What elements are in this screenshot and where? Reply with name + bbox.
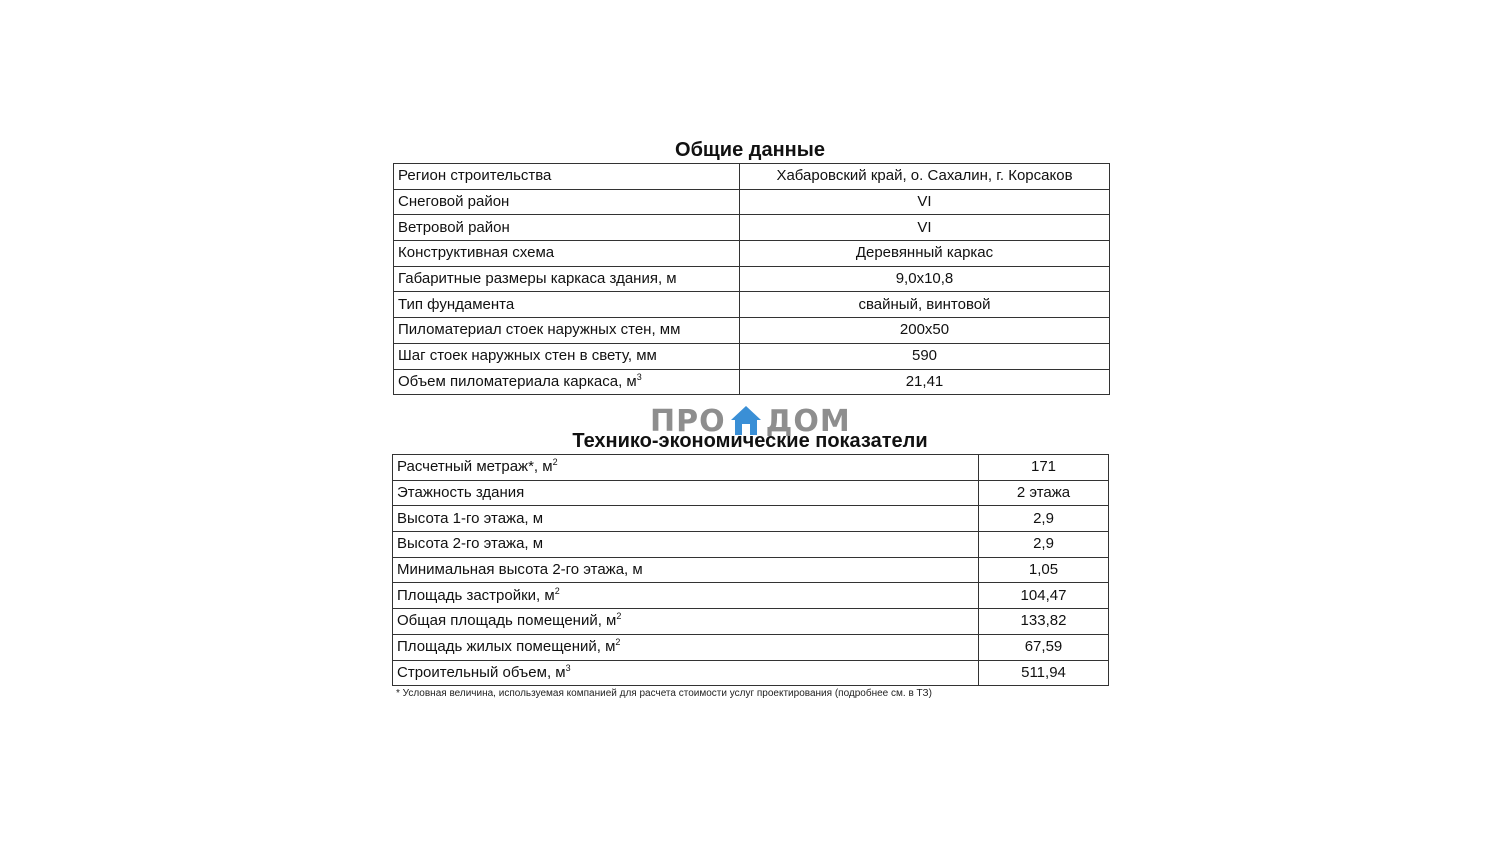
row-label: Габаритные размеры каркаса здания, м (394, 266, 740, 292)
general-data-title: Общие данные (675, 139, 825, 161)
row-label: Пиломатериал стоек наружных стен, мм (394, 318, 740, 344)
table-row (394, 292, 1110, 318)
table-row (393, 583, 1109, 609)
logo-text-right: ДОМ (765, 403, 851, 439)
row-value: 511,94 (979, 660, 1109, 686)
row-label: Объем пиломатериала каркаса, $м^3$ (394, 369, 740, 395)
row-label: Тип фундамента (394, 292, 740, 318)
row-value: 2,9 (979, 532, 1109, 558)
row-value: 200х50 (740, 318, 1110, 344)
row-value: 133,82 (979, 609, 1109, 635)
table-row (393, 609, 1109, 635)
indicators-title: Технико-экономические показатели (572, 430, 928, 452)
row-label: Площадь застройки, $м^2$ (393, 583, 979, 609)
general-data-rows (394, 164, 1110, 395)
table-row (394, 343, 1110, 369)
indicators-rows (393, 455, 1109, 686)
row-label: Шаг стоек наружных стен в свету, мм (394, 343, 740, 369)
general-data-table (393, 163, 1110, 395)
row-value: VI (740, 215, 1110, 241)
row-label: Снеговой район (394, 189, 740, 215)
row-value: VI (740, 189, 1110, 215)
row-value: свайный, винтовой (740, 292, 1110, 318)
table-row (394, 164, 1110, 190)
table-row (393, 480, 1109, 506)
row-value: 590 (740, 343, 1110, 369)
row-label: Высота 1-го этажа, м (393, 506, 979, 532)
row-value: 67,59 (979, 634, 1109, 660)
row-label: Высота 2-го этажа, м (393, 532, 979, 558)
table-row (394, 241, 1110, 267)
indicators-table (392, 454, 1109, 686)
row-label: Минимальная высота 2-го этажа, м (393, 557, 979, 583)
table-row (393, 532, 1109, 558)
row-value: 2 этажа (979, 480, 1109, 506)
unit-exponent: 2 (554, 585, 560, 596)
table-row (394, 369, 1110, 395)
table-row (394, 318, 1110, 344)
table-row (393, 634, 1109, 660)
table-row (393, 557, 1109, 583)
table-row (393, 455, 1109, 481)
row-value: 1,05 (979, 557, 1109, 583)
row-label: Ветровой район (394, 215, 740, 241)
unit-exponent: 2 (616, 611, 622, 622)
table-row (394, 189, 1110, 215)
table-row (393, 660, 1109, 686)
row-label: Общая площадь помещений, $м^2$ (393, 609, 979, 635)
row-label: Расчетный метраж*, $м^2$ (393, 455, 979, 481)
row-value: Хабаровский край, о. Сахалин, г. Корсаков (740, 164, 1110, 190)
unit-exponent: 3 (565, 662, 571, 673)
row-value: Деревянный каркас (740, 241, 1110, 267)
row-value: 104,47 (979, 583, 1109, 609)
unit-exponent: 2 (615, 637, 621, 648)
row-value: 171 (979, 455, 1109, 481)
row-label: Строительный объем, $м^3$ (393, 660, 979, 686)
row-value: 9,0х10,8 (740, 266, 1110, 292)
row-value: 21,41 (740, 369, 1110, 395)
row-label: Площадь жилых помещений, $м^2$ (393, 634, 979, 660)
row-label: Конструктивная схема (394, 241, 740, 267)
table-row (394, 215, 1110, 241)
unit-exponent: 3 (636, 371, 642, 382)
row-label: Регион строительства (394, 164, 740, 190)
row-value: 2,9 (979, 506, 1109, 532)
footnote: * Условная величина, используемая компанией для расчета стоимости услуг проектирования (подробнее см. в ТЗ) (396, 688, 932, 699)
logo-text-left: ПРО (650, 403, 726, 439)
table-row (393, 506, 1109, 532)
row-label: Этажность здания (393, 480, 979, 506)
table-row (394, 266, 1110, 292)
unit-exponent: 2 (552, 457, 558, 468)
